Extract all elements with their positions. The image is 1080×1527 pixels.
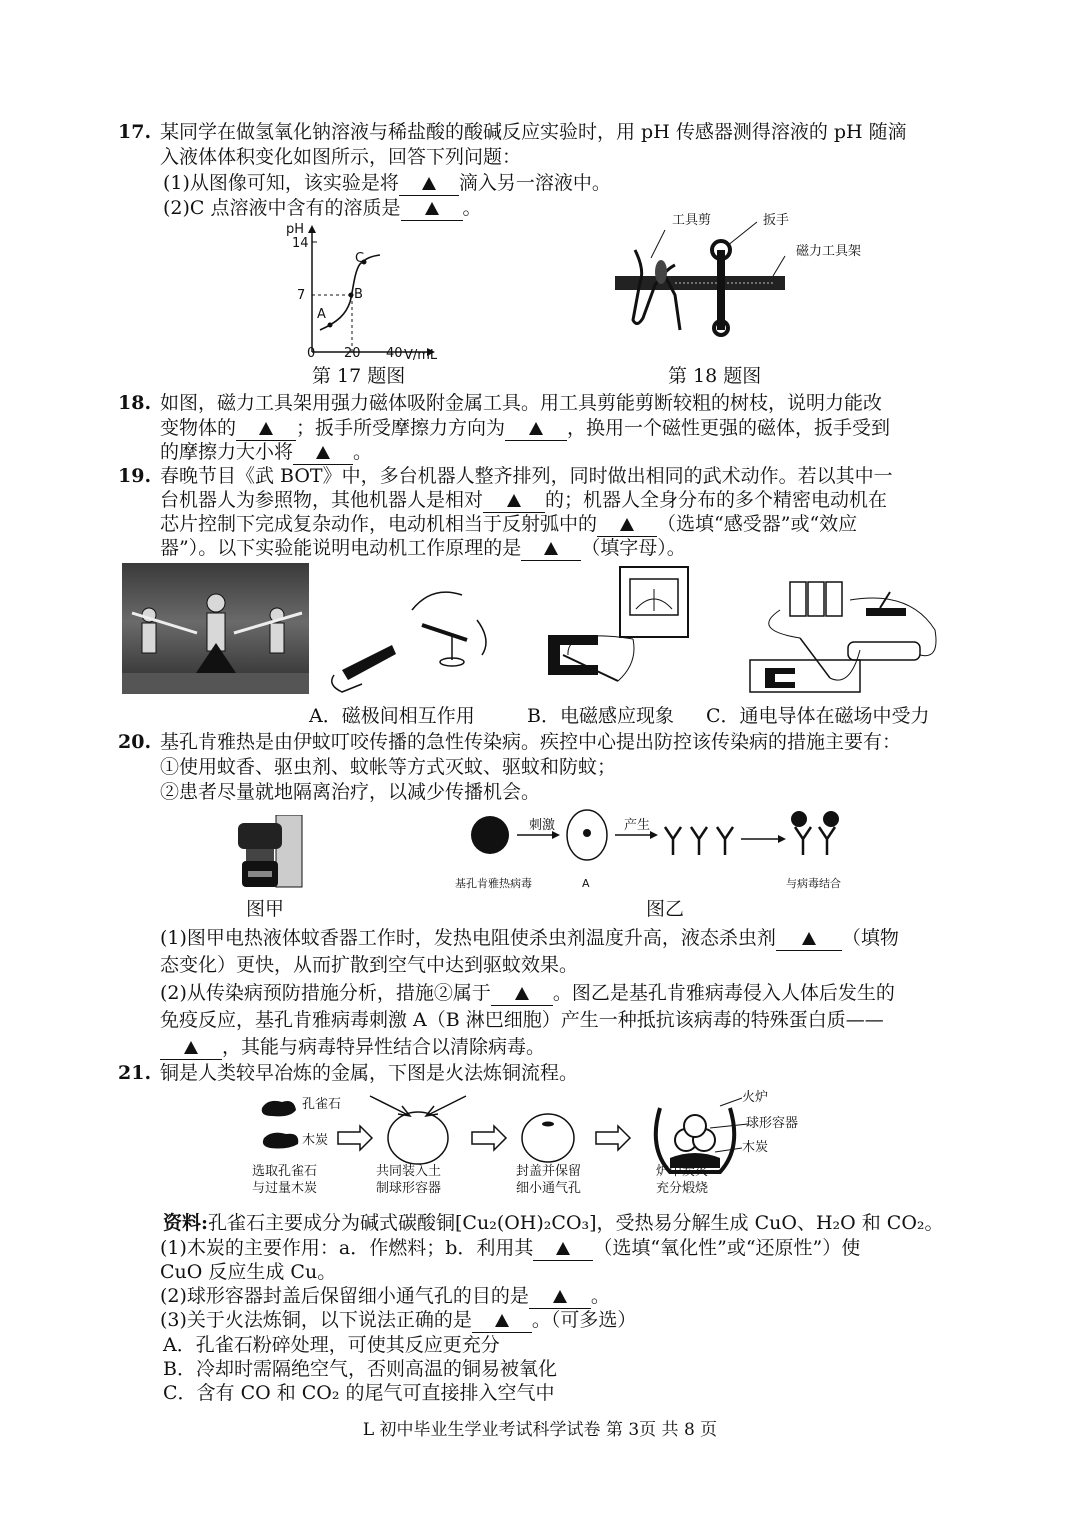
answer-blank[interactable] xyxy=(472,1308,532,1333)
graph-xtick: 20 xyxy=(344,346,361,361)
figure-label: 球形容器 xyxy=(746,1116,799,1131)
triangle-icon xyxy=(495,1314,509,1327)
option-a: A．磁极间相互作用 xyxy=(309,705,475,727)
figure-label: 选取孔雀石 xyxy=(252,1164,318,1179)
q21-option-c: C．含有 CO 和 CO₂ 的尾气可直接排入空气中 xyxy=(163,1382,555,1404)
graph-ylabel: pH xyxy=(286,222,305,237)
answer-blank[interactable] xyxy=(521,536,581,561)
answer-blank[interactable] xyxy=(529,1284,591,1309)
question-number: 18. xyxy=(118,392,152,414)
q21-option-a: A．孔雀石粉碎处理，可使其反应更充分 xyxy=(163,1334,500,1356)
q17-part1: (1)从图像可知，该实验是将 滴入另一溶液中。 xyxy=(163,172,611,194)
answer-blank[interactable] xyxy=(160,1035,222,1060)
q21-info: 资料:孔雀石主要成分为碱式碳酸铜[Cu₂(OH)₂CO₃]，受热易分解生成 CuO、H₂O 和 CO₂。 xyxy=(163,1212,944,1234)
q19-line2: 台机器人为参照物，其他机器人是相对 的；机器人全身分布的多个精密电动机在 xyxy=(160,489,888,511)
graph-xtick: 40 xyxy=(386,346,403,361)
figure-label: 与病毒结合 xyxy=(786,877,841,890)
answer-blank[interactable] xyxy=(533,1236,593,1261)
q21-part2: (2)球形容器封盖后保留细小通气孔的目的是 。 xyxy=(160,1285,610,1307)
question-number: 17. xyxy=(118,121,152,143)
q20-part2-line1: (2)从传染病预防措施分析，措施②属于 。图乙是基孔肯雅病毒侵入人体后发生的 xyxy=(160,982,895,1004)
answer-blank[interactable] xyxy=(399,171,459,196)
figure-caption: 第 18 题图 xyxy=(668,365,762,387)
answer-blank[interactable] xyxy=(776,926,842,951)
question-number: 19. xyxy=(118,465,152,487)
triangle-icon xyxy=(422,177,436,190)
figure-label: 工具剪 xyxy=(672,213,712,228)
triangle-icon xyxy=(316,446,330,459)
q21-line1: 铜是人类较早冶炼的金属，下图是火法炼铜流程。 xyxy=(160,1062,579,1084)
figure-label: 火炉 xyxy=(742,1090,769,1105)
q18-line2: 变物体的 ；扳手所受摩擦力方向为 ，换用一个磁性更强的磁体，扳手受到 xyxy=(160,417,891,439)
point-label: B xyxy=(354,287,363,302)
figure-label: 共同装入土 xyxy=(376,1164,442,1179)
triangle-icon xyxy=(425,202,439,215)
answer-blank[interactable] xyxy=(401,196,463,221)
page-footer: L 初中毕业生学业考试科学试卷 第 3页 共 8 页 xyxy=(362,1420,718,1440)
figure-label: 扳手 xyxy=(763,213,790,228)
option-c: C．通电导体在磁场中受力 xyxy=(706,705,930,727)
graph-xlabel: V/mL xyxy=(404,348,438,363)
question-number: 21. xyxy=(118,1062,152,1084)
figure-label: 制球形容器 xyxy=(376,1181,442,1196)
figure-caption: 图乙 xyxy=(646,898,685,920)
question-number: 20. xyxy=(118,731,152,753)
q20-part2-line3: ，其能与病毒特异性结合以清除病毒。 xyxy=(160,1035,545,1060)
q20-measure2: ②患者尽量就地隔离治疗，以减少传播机会。 xyxy=(160,781,541,803)
answer-blank[interactable] xyxy=(293,440,353,465)
q17-line2: 入液体体积变化如图所示，回答下列问题： xyxy=(160,146,522,168)
current-in-magnetic-field-figure xyxy=(740,570,950,698)
graph-xtick: 0 xyxy=(307,346,316,361)
graph-ytick: 14 xyxy=(292,236,309,251)
triangle-icon xyxy=(620,518,634,531)
figure-label: 磁力工具架 xyxy=(796,244,862,259)
point-label: C xyxy=(355,251,365,266)
immune-response-figure xyxy=(455,805,855,875)
triangle-icon xyxy=(529,422,543,435)
figure-label: 产生 xyxy=(624,818,651,833)
q19-line3: 芯片控制下完成复杂动作，电动机相当于反射弧中的 （选填“感受器”或“效应 xyxy=(160,513,858,535)
figure-label: 基孔肯雅热病毒 xyxy=(455,877,532,890)
q19-line1: 春晚节目《武 BOT》中，多台机器人整齐排列，同时做出相同的武术动作。若以其中一 xyxy=(160,465,893,487)
triangle-icon xyxy=(556,1242,570,1255)
figure-label: 孔雀石 xyxy=(302,1097,342,1112)
triangle-icon xyxy=(802,932,816,945)
mosquito-repellent-heater-figure xyxy=(228,815,308,893)
triangle-icon xyxy=(553,1290,567,1303)
q20-part2-line2: 免疫反应，基孔肯雅病毒刺激 A（B 淋巴细胞）产生一种抵抗该病毒的特殊蛋白质—— xyxy=(160,1009,884,1031)
triangle-icon xyxy=(515,987,529,1000)
answer-blank[interactable] xyxy=(505,416,567,441)
answer-blank[interactable] xyxy=(597,512,657,537)
triangle-icon xyxy=(259,422,273,435)
triangle-icon xyxy=(544,542,558,555)
figure-label: 刺激 xyxy=(529,818,556,833)
q18-line3: 的摩擦力大小将 。 xyxy=(160,441,373,463)
q20-measure1: ①使用蚊香、驱虫剂、蚊帐等方式灭蚊、驱蚊和防蚊； xyxy=(160,756,617,778)
q21-part1-line1: (1)木炭的主要作用：a．作燃料；b．利用其 （选填“氧化性”或“还原性”）使 xyxy=(160,1237,861,1259)
figure-label: A xyxy=(582,877,590,890)
triangle-icon xyxy=(184,1041,198,1054)
triangle-icon xyxy=(507,494,521,507)
q20-line1: 基孔肯雅热是由伊蚊叮咬传播的急性传染病。疾控中心提出防控该传染病的措施主要有： xyxy=(160,731,902,753)
graph-ytick: 7 xyxy=(297,288,306,303)
q18-line1: 如图，磁力工具架用强力磁体吸附金属工具。用工具剪能剪断较粗的树枝，说明力能改 xyxy=(160,392,883,414)
q19-line4: 器”）。以下实验能说明电动机工作原理的是 （填字母）。 xyxy=(160,537,686,559)
figure-label: 细小通气孔 xyxy=(516,1181,582,1196)
q20-part1-line1: (1)图甲电热液体蚊香器工作时，发热电阻使杀虫剂温度升高，液态杀虫剂 （填物 xyxy=(160,927,899,949)
electromagnetic-induction-figure xyxy=(538,563,698,698)
option-b: B．电磁感应现象 xyxy=(527,705,674,727)
figure-label: 木炭 xyxy=(302,1133,329,1148)
point-label: A xyxy=(317,307,326,322)
figure-label: 木炭 xyxy=(742,1140,769,1155)
robots-photo xyxy=(122,563,309,694)
answer-blank[interactable] xyxy=(491,981,553,1006)
figure-caption: 图甲 xyxy=(246,898,285,920)
figure-label: 与过量木炭 xyxy=(252,1181,318,1196)
magnet-interaction-figure xyxy=(322,580,507,695)
figure-label: 充分煅烧 xyxy=(656,1181,709,1196)
q21-part1-line2: CuO 反应生成 Cu。 xyxy=(160,1261,337,1283)
figure-caption: 第 17 题图 xyxy=(312,365,406,387)
q21-part3: (3)关于火法炼铜，以下说法正确的是 。（可多选） xyxy=(160,1309,637,1331)
figure-label: 炉中炭火 xyxy=(656,1164,709,1179)
q21-option-b: B．冷却时需隔绝空气，否则高温的铜易被氧化 xyxy=(163,1358,557,1380)
q17-part2: (2)C 点溶液中含有的溶质是 。 xyxy=(163,197,482,219)
info-heading: 资料: xyxy=(163,1212,209,1234)
q20-part1-line2: 态变化）更快，从而扩散到空气中达到驱蚊效果。 xyxy=(160,954,579,976)
answer-blank[interactable] xyxy=(483,488,545,513)
answer-blank[interactable] xyxy=(236,416,296,441)
figure-label: 封盖并保留 xyxy=(516,1164,582,1179)
q17-line1: 某同学在做氢氧化钠溶液与稀盐酸的酸碱反应实验时，用 pH 传感器测得溶液的 pH 随滴 xyxy=(160,121,907,143)
tool-rack-figure xyxy=(605,210,805,340)
